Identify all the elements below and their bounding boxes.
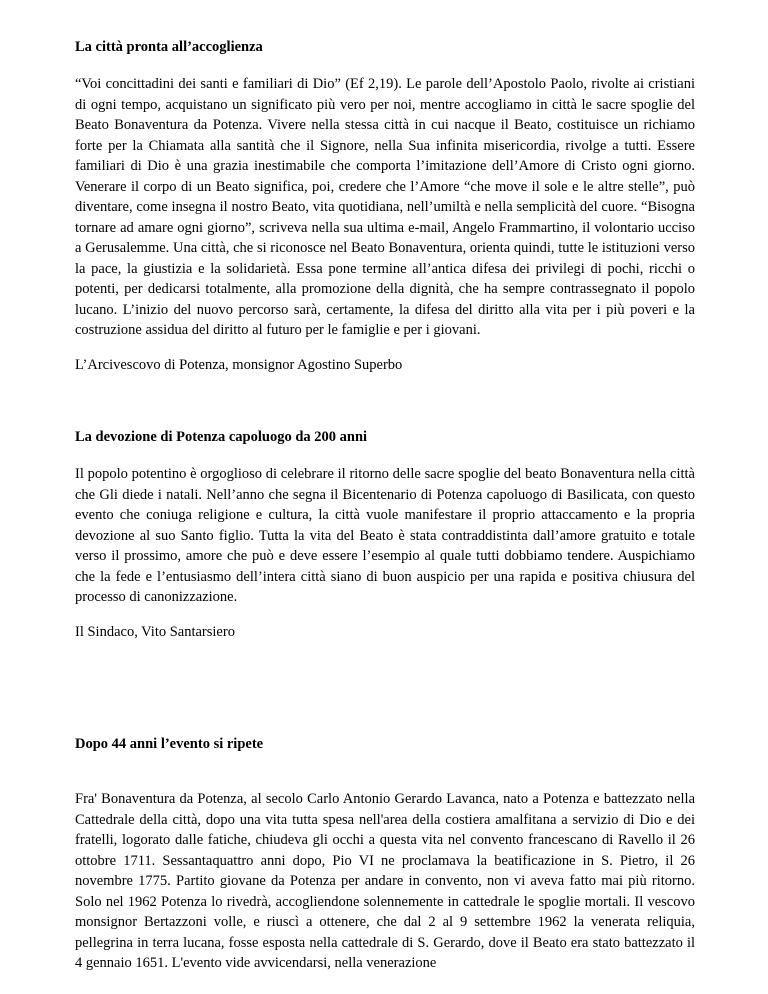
- section-event: [75, 735, 695, 974]
- section-title: Dopo 44 anni l’evento si ripete: [75, 736, 264, 752]
- section-signature: L’Arcivescovo di Potenza, monsignor Agostino Superbo: [75, 356, 403, 373]
- section-body: Il popolo potentino è orgoglioso di celebrare il ritorno delle sacre spoglie del beato Bonaventura nella città che Gli diede i natali. Nell’anno che segna il Bicentenario di Potenza capoluogo di Basilicata, con questo evento che coniuga religione e cultura, la città vuole manifestare il proprio attaccamento e la propria devozione al suo Santo figlio. Tutta la vita del Beato è stata contraddistinta dall’amore gratuito e totale verso il prossimo, amore che può e deve essere l’esempio al quale tutti dobbiamo tendere. Auspichiamo che la fede e l’entusiasmo dell’intera città siano di buon auspicio per una rapida e positiva chiusura del processo di canonizzazione.: [75, 466, 695, 605]
- section-devotion: [75, 428, 695, 642]
- section-signature: Il Sindaco, Vito Santarsiero: [75, 623, 235, 640]
- section-title: La città pronta all’accoglienza: [75, 39, 263, 55]
- section-welcome: [75, 38, 695, 375]
- section-body: “Voi concittadini dei santi e familiari di Dio” (Ef 2,19). Le parole dell’Apostolo Paolo, rivolte ai cristiani di ogni tempo, acquistano un significato più vero per noi, mentre accogliamo in città le sacre spoglie del Beato Bonaventura da Potenza. Vivere nella stessa città in cui nacque il Beato, costituisce un richiamo forte per la Chiamata alla santità che il Signore, nella Sua infinita misericordia, rivolge a tutti. Essere familiari di Dio è una grazia inestimabile che comporta l’imitazione dell’Amore di Cristo ogni giorno. Venerare il corpo di un Beato significa, poi, credere che l’Amore “che move il sole e le altre stelle”, può diventare, come insegna il nostro Beato, vita quotidiana, nell’umiltà e nella semplicità del cuore. “Bisogna tornare ad amare ogni giorno”, scriveva nella sua ultima e-mail, Angelo Frammartino, il volontario ucciso a Gerusalemme. Una città, che si riconosce nel Beato Bonaventura, orienta quindi, tutte le istituzioni verso la pace, la giustizia e la solidarietà. Essa pone termine all’antica difesa dei privilegi di pochi, ricchi o potenti, per dedicarsi totalmente, alla promozione della dignità, che ha sempre contrassegnato il popolo lucano. L’inizio del nuovo percorso sarà, certamente, la difesa del diritto alla vita per i più poveri e la costruzione assidua del diritto al futuro per le famiglie e per i giovani.: [75, 76, 695, 338]
- section-body: Fra' Bonaventura da Potenza, al secolo Carlo Antonio Gerardo Lavanca, nato a Potenza e battezzato nella Cattedrale della città, dopo una vita tutta spesa nell'area della costiera amalfitana a servizio di Dio e dei fratelli, logorato dalle fatiche, chiudeva gli occhi a questa vita nel convento francescano di Ravello il 26 ottobre 1711. Sessantaquattro anni dopo, Pio VI ne proclamava la beatificazione in S. Pietro, il 26 novembre 1775. Partito giovane da Potenza per andare in convento, non vi aveva fatto mai più ritorno. Solo nel 1962 Potenza lo rivedrà, accogliendone solennemente in cattedrale le spoglie mortali. Il vescovo monsignor Bertazzoni volle, e riuscì a ottenere, che dal 2 al 9 settembre 1962 la venerata reliquia, pellegrina in terra lucana, fosse esposta nella cattedrale di S. Gerardo, dove il Beato era stato battezzato il 4 gennaio 1651. L'evento vide avvicendarsi, nella venerazione: [75, 791, 695, 971]
- section-title: La devozione di Potenza capoluogo da 200 anni: [75, 429, 368, 445]
